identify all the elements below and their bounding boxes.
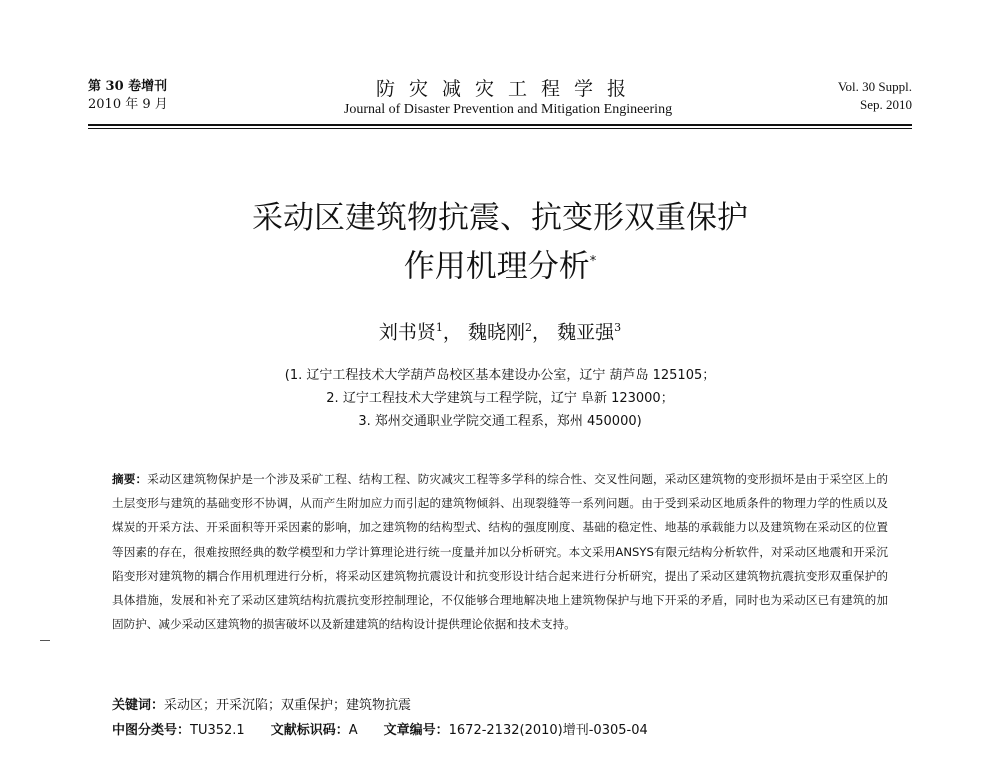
header-rule-thick <box>88 124 912 126</box>
doc-code-value: A <box>348 723 358 738</box>
author-name: 魏晓刚 <box>467 321 525 344</box>
affiliations <box>100 364 900 433</box>
article-number-label: 文章编号： <box>383 723 449 738</box>
author-list <box>100 314 900 346</box>
abstract-text: 采动区建筑物保护是一个涉及采矿工程、结构工程、防灾减灾工程等多学科的综合性、交叉性问题，采动区建筑物的变形损坏是由于采空区上的土层变形与建筑的基础变形不协调，从而产生附加应力而引起的建筑物倾斜、出现裂缝等一系列问题。由于受到采动区地质条件的物理力学的性质以及煤炭的开采方法、开采面积等开采因素的影响，加之建筑物的结构型式、结构的强度刚度、基础的稳定性、地基的承载能力以及建筑物在采动区的位置等因素的存在，很难按照经典的数学模型和力学计算理论进行统一度量并加以分析研究。本文采用ANSYS有限元结构分析软件，对采动区地震和开采沉陷变形对建筑物的耦合作用机理进行分析，将采动区建筑物抗震设计和抗变形设计结合起来进行分析研究，提出了采动区建筑物抗震抗变形双重保护的具体措施，发展和补充了采动区建筑结构抗震抗变形控制理论，不仅能够合理地解决地上建筑物保护与地下开采的矛盾，同时也为采动区已有建筑的加固防护、减少采动区建筑物的损害破坏以及新建建筑的结构设计提供理论依据和技术支持。 <box>112 472 888 632</box>
abstract <box>112 467 888 636</box>
paper-title <box>100 196 900 288</box>
title-line-2 <box>100 240 900 288</box>
margin-mark <box>40 640 50 641</box>
affiliation-line: 3. 郑州交通职业学院交通工程系，郑州 450000) <box>358 414 642 429</box>
clc-label: 中图分类号： <box>112 723 191 738</box>
volume-cn: 第 30 卷增刊 <box>88 79 168 94</box>
journal-name-cn: 防灾减灾工程学报 <box>375 78 640 100</box>
journal-name-en: Journal of Disaster Prevention and Mitigation Engineering <box>343 102 673 117</box>
header-left <box>88 78 168 114</box>
abstract-label: 摘要： <box>112 472 148 486</box>
affiliation-line: 2. 辽宁工程技术大学建筑与工程学院，辽宁 阜新 123000； <box>326 391 674 406</box>
keywords-label: 关键词： <box>112 698 165 713</box>
date-en: Sep. 2010 <box>860 97 912 112</box>
keywords-text: 采动区；开采沉陷；双重保护；建筑物抗震 <box>164 698 412 713</box>
clc-value: TU352.1 <box>190 723 245 738</box>
author-name: 刘书贤 <box>378 321 436 344</box>
header-center <box>228 78 788 120</box>
author-separator: ， <box>532 321 552 344</box>
date-cn: 2010 年 9 月 <box>88 97 168 112</box>
affiliation-line: (1. 辽宁工程技术大学葫芦岛校区基本建设办公室，辽宁 葫芦岛 125105； <box>284 368 716 383</box>
volume-en: Vol. 30 Suppl. <box>837 79 912 94</box>
author-name: 魏亚强 <box>557 321 615 344</box>
title-line-1: 采动区建筑物抗震、抗变形双重保护 <box>252 200 748 236</box>
article-number-value: 1672-2132(2010)增刊-0305-04 <box>448 723 648 738</box>
author-separator: ， <box>442 321 462 344</box>
author-affiliation-mark: 2 <box>525 321 532 334</box>
author-affiliation-mark: 1 <box>435 321 443 334</box>
doc-code-label: 文献标识码： <box>270 723 349 738</box>
classification-line <box>112 721 888 741</box>
journal-header <box>88 78 912 122</box>
keywords <box>112 696 888 716</box>
author-affiliation-mark: 3 <box>614 321 622 334</box>
title-footnote-marker: * <box>589 254 597 269</box>
header-right <box>838 78 912 114</box>
header-rule-thin <box>88 128 912 129</box>
title-line-2-text: 作用机理分析 <box>403 248 590 285</box>
